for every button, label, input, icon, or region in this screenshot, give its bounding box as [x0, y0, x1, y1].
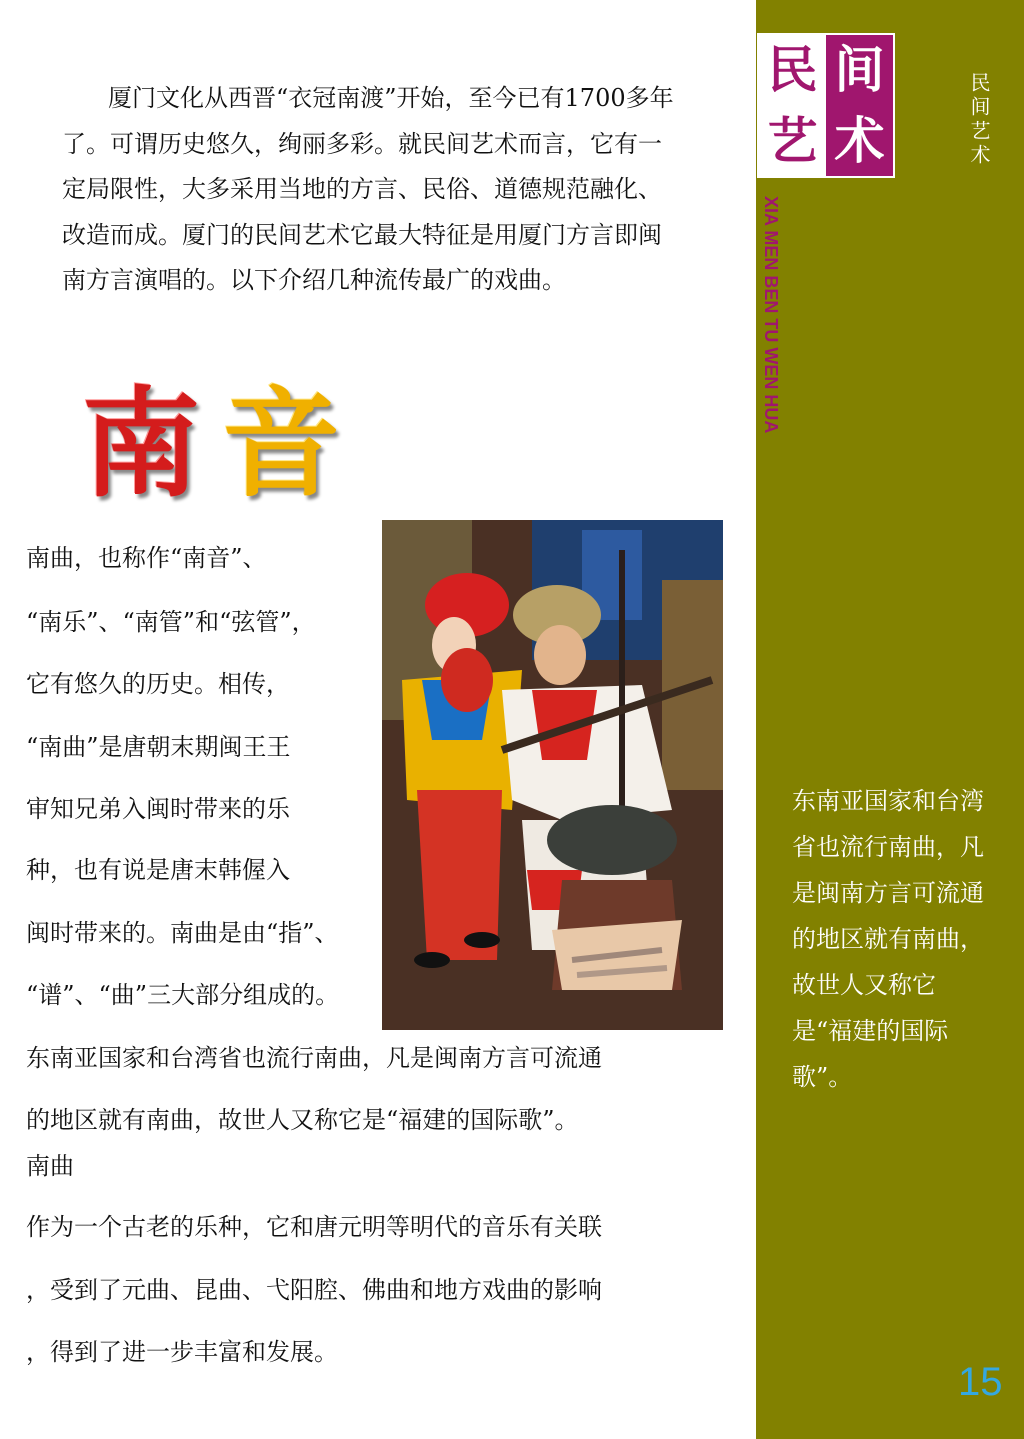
body-line: “南乐”、“南管”和“弦管”， — [26, 608, 316, 636]
body-line: 的地区就有南曲，故世人又称它是“福建的国际歌”。 — [26, 1106, 579, 1134]
logo-char: 术 — [826, 106, 893, 177]
logo-char: 间 — [826, 35, 893, 106]
heading-char: 南 — [82, 375, 223, 513]
body-line: “谱”、“曲”三大部分组成的。 — [26, 981, 340, 1009]
body-line: 审知兄弟入闽时带来的乐 — [26, 795, 290, 823]
section-title: 民间艺术 — [967, 72, 991, 168]
english-subtitle: XIA MEN BEN TU WEN HUA — [761, 196, 781, 434]
body-line: 南曲，也称作“南音”、 — [26, 544, 267, 572]
logo-char: 艺 — [759, 106, 826, 177]
page-number: 15 — [958, 1360, 1003, 1404]
body-line: ，得到了进一步丰富和发展。 — [26, 1338, 338, 1366]
body-line: 种，也有说是唐末韩偓入 — [26, 856, 290, 884]
body-line: 闽时带来的。南曲是由“指”、 — [26, 919, 339, 947]
body-line: 它有悠久的历史。相传， — [26, 670, 290, 698]
body-line: 作为一个古老的乐种，它和唐元明等明代的音乐有关联 — [26, 1213, 602, 1241]
logo — [757, 33, 895, 178]
body-line: 南曲 — [26, 1152, 74, 1180]
body-line: “南曲”是唐朝末期闽王王 — [26, 733, 291, 761]
body-line: ，受到了元曲、昆曲、弋阳腔、佛曲和地方戏曲的影响 — [26, 1276, 602, 1304]
intro-paragraph — [62, 76, 682, 304]
heading-char: 音 — [222, 375, 363, 513]
performers-photo — [382, 520, 723, 1030]
photo-illustration — [382, 520, 723, 1030]
section-heading — [82, 375, 363, 513]
sidebar — [756, 0, 1024, 1439]
body-line: 东南亚国家和台湾省也流行南曲，凡是闽南方言可流通 — [26, 1044, 602, 1072]
logo-char: 民 — [759, 35, 826, 106]
intro-text: 厦门文化从西晋“衣冠南渡”开始，至今已有1700多年了。可谓历史悠久，绚丽多彩。就民间艺术而言，它有一定局限性，大多采用当地的方言、民俗、道德规范融化、改造而成。厦门的民间艺术它最大特征是用厦门方言即闽南方言演唱的。以下介绍几种流传最广的戏曲。 — [62, 84, 674, 294]
sidebar-note: 东南亚国家和台湾省也流行南曲，凡是闽南方言可流通的地区就有南曲，故世人又称它是“福建的国际歌”。 — [792, 787, 984, 1091]
